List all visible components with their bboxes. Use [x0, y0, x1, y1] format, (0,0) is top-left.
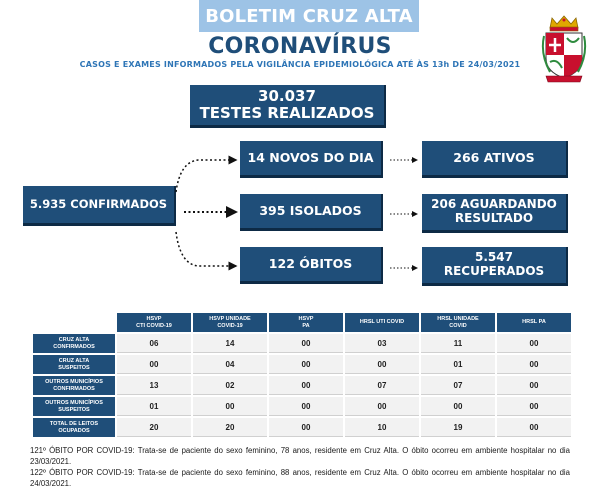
table-cell: 00	[497, 334, 571, 353]
table-header-row	[33, 313, 571, 332]
table-cell: 00	[269, 418, 343, 437]
row-header: OUTROS MUNICÍPIOS CONFIRMADOS	[33, 376, 115, 395]
row-header: OUTROS MUNICÍPIOS SUSPEITOS	[33, 397, 115, 416]
column-header: HRSL PA	[497, 313, 571, 332]
death-notes	[30, 446, 570, 490]
death-note: 121º ÓBITO POR COVID-19: Trata-se de paciente do sexo feminino, 78 anos, residente em Cruz Alta. O óbito ocorreu em ambiente hospitalar no dia 23/03/2021.	[30, 446, 570, 466]
table-cell: 06	[117, 334, 191, 353]
table-cell: 00	[497, 418, 571, 437]
table-row	[33, 397, 571, 416]
column-header: HSVP CTI COVID-19	[117, 313, 191, 332]
table-cell: 00	[421, 397, 495, 416]
table-cell: 02	[193, 376, 267, 395]
table-row	[33, 334, 571, 353]
table-cell: 00	[269, 355, 343, 374]
new-today-box	[240, 141, 383, 178]
table-cell: 20	[117, 418, 191, 437]
tests-performed-box	[190, 85, 386, 128]
column-header: HRSL UNIDADE COVID	[421, 313, 495, 332]
death-note: 122º ÓBITO POR COVID-19: Trata-se de paciente do sexo feminino, 88 anos, residente em Cruz Alta. O óbito ocorreu em ambiente hospitalar no dia 24/03/2021.	[30, 468, 570, 488]
column-header: HSVP UNIDADE COVID-19	[193, 313, 267, 332]
awaiting-results-box	[422, 194, 568, 233]
table-cell: 00	[269, 334, 343, 353]
table-cell: 20	[193, 418, 267, 437]
isolated-box	[240, 194, 383, 231]
table-cell: 07	[345, 376, 419, 395]
page-subtitle: CASOS E EXAMES INFORMADOS PELA VIGILÂNCIA EPIDEMIOLÓGICA ATÉ ÀS 13h DE 24/03/2021	[79, 60, 521, 69]
recovered-count: 5.547	[475, 250, 513, 265]
table-cell: 04	[193, 355, 267, 374]
table-cell: 19	[421, 418, 495, 437]
active-label: 266 ATIVOS	[453, 149, 535, 165]
awaiting-line1: 206 AGUARDANDO	[431, 197, 557, 212]
page-title: CORONAVÍRUS	[208, 34, 392, 59]
arrow-to-deaths	[176, 232, 236, 266]
deaths-box	[240, 247, 383, 284]
table-corner	[33, 313, 115, 332]
table-cell: 00	[497, 355, 571, 374]
table-cell: 01	[421, 355, 495, 374]
bed-occupancy-table	[31, 311, 573, 439]
table-cell: 00	[269, 376, 343, 395]
table-cell: 01	[117, 397, 191, 416]
table-cell: 00	[497, 376, 571, 395]
row-header: CRUZ ALTA SUSPEITOS	[33, 355, 115, 374]
coat-of-arms-icon	[540, 14, 588, 84]
row-header: CRUZ ALTA CONFIRMADOS	[33, 334, 115, 353]
table-cell: 14	[193, 334, 267, 353]
table-cell: 00	[497, 397, 571, 416]
isolated-label: 395 ISOLADOS	[259, 202, 362, 218]
table-cell: 00	[345, 397, 419, 416]
tests-label: TESTES REALIZADOS	[199, 104, 375, 122]
table-row	[33, 376, 571, 395]
column-header: HSVP PA	[269, 313, 343, 332]
table-cell: 00	[345, 355, 419, 374]
deaths-label: 122 ÓBITOS	[268, 255, 353, 271]
new-today-label: 14 NOVOS DO DIA	[247, 149, 374, 165]
confirmed-label: 5.935 CONFIRMADOS	[29, 196, 168, 211]
table-cell: 00	[269, 397, 343, 416]
arrow-to-new-today	[176, 160, 236, 192]
table-cell: 00	[193, 397, 267, 416]
recovered-label: RECUPERADOS	[443, 264, 545, 278]
bulletin-banner: BOLETIM CRUZ ALTA	[199, 0, 419, 32]
active-box	[422, 141, 568, 178]
table-row	[33, 355, 571, 374]
table-cell: 11	[421, 334, 495, 353]
table-cell: 03	[345, 334, 419, 353]
table-cell: 13	[117, 376, 191, 395]
row-header: TOTAL DE LEITOS OCUPADOS	[33, 418, 115, 437]
table-cell: 07	[421, 376, 495, 395]
awaiting-line2: RESULTADO	[454, 211, 534, 225]
column-header: HRSL UTI COVID	[345, 313, 419, 332]
recovered-box	[422, 247, 568, 286]
confirmed-box	[23, 186, 176, 226]
table-cell: 00	[117, 355, 191, 374]
table-cell: 10	[345, 418, 419, 437]
table-row	[33, 418, 571, 437]
tests-count: 30.037	[258, 86, 316, 105]
